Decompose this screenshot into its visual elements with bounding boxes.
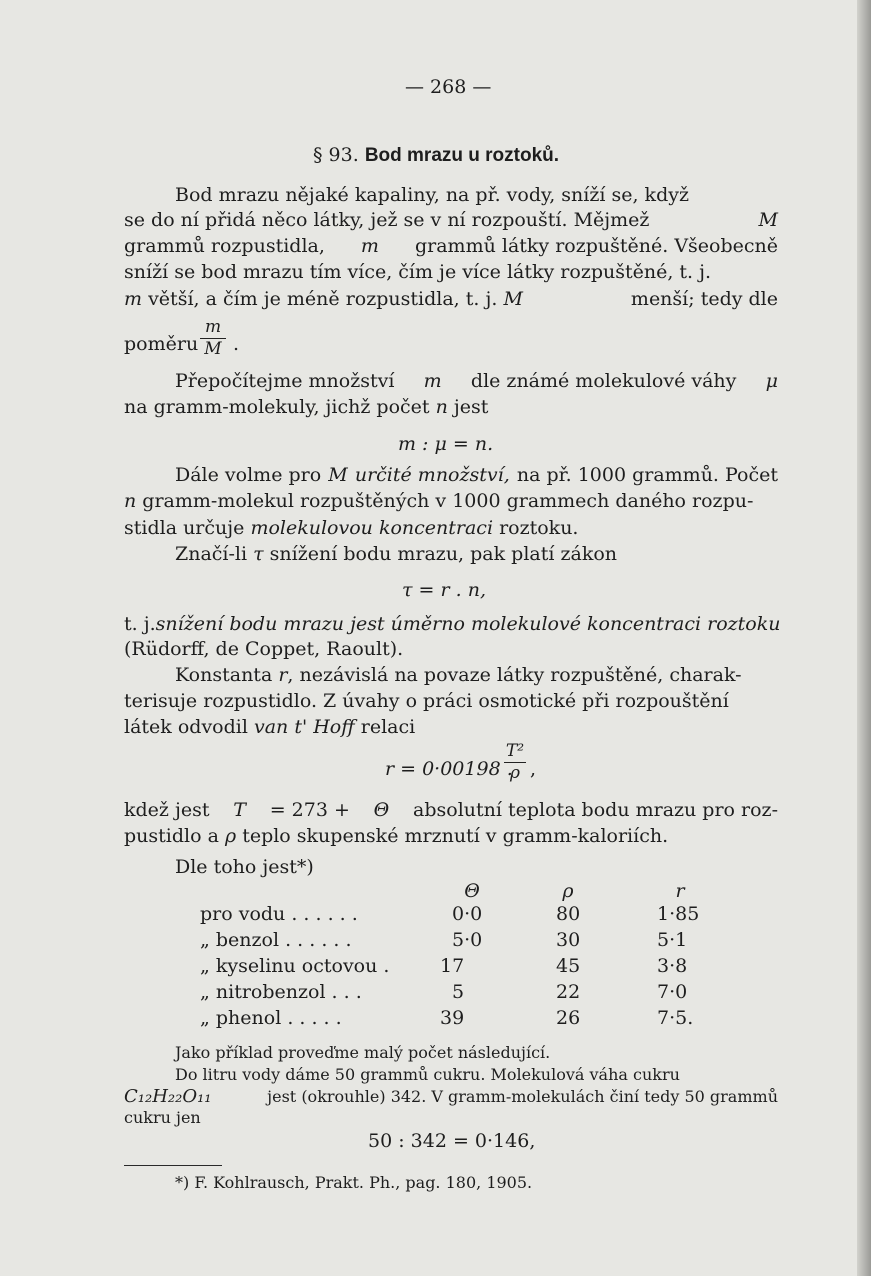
small-equation: 50 : 342 = 0·146, xyxy=(368,1130,536,1152)
small-line2: Do litru vody dáme 50 grammů cukru. Molekulová váha cukru xyxy=(175,1065,680,1084)
footnote: *) F. Kohlrausch, Prakt. Ph., pag. 180, 1905. xyxy=(175,1173,533,1192)
small-line1: Jako příklad proveďme malý počet následující. xyxy=(175,1043,551,1062)
p1-line5: m větší, a čím je méně rozpustidla, t. j. M menší; tedy dle xyxy=(124,288,778,310)
p3-line1: Dále volme pro M určité množství, na př. 1000 grammů. Počet xyxy=(175,464,778,486)
sugar-formula: C₁₂H₂₂O₁₁ xyxy=(124,1086,212,1107)
fraction-T2-rho: $\frac{\text{T²}}{\rho}$ xyxy=(505,741,525,783)
p1-line3: grammů rozpustidla, m grammů látky rozpuštěné. Všeobecně xyxy=(124,235,778,257)
page-edge xyxy=(857,0,871,1276)
p1-line1: Bod mrazu nějaké kapaliny, na př. vody, sníží se, když xyxy=(175,184,689,206)
p4-line5: látek odvodil van t' Hoff relaci xyxy=(124,716,416,738)
p3-line4: Značí-li τ snížení bodu mrazu, pak platí zákon xyxy=(175,543,618,565)
p4-line3: Konstanta r, nezávislá na povaze látky rozpuštěné, charak- xyxy=(175,664,742,686)
table-header-r: r xyxy=(675,880,685,902)
p5-line1: kdež jest T = 273 + Θ absolutní teplota bodu mrazu pro roz- xyxy=(124,799,778,821)
p4-line1: t. j. snížení bodu mrazu jest úměrno molekulové koncentraci roztoku xyxy=(124,613,781,635)
equation-tau: τ = r . n, xyxy=(402,579,486,601)
p5-line3: Dle toho jest*) xyxy=(175,856,314,878)
p1-line4: sníží se bod mrazu tím více, čím je více látky rozpuštěné, t. j. xyxy=(124,261,712,283)
table-header-theta: Θ xyxy=(464,880,480,902)
footnote-rule xyxy=(124,1165,222,1166)
table-row: „ benzol . . . . . . 5·0 30 5·1 xyxy=(200,929,688,951)
section-sign: § 93. xyxy=(313,144,359,166)
p5-line2: pustidlo a ρ teplo skupenské mrznutí v gramm-kaloriích. xyxy=(124,825,669,847)
table-row: „ kyselinu octovou . 17 45 3·8 xyxy=(200,955,688,977)
p1-line2: se do ní přidá něco látky, jež se v ní rozpouští. Mějmež M xyxy=(124,209,778,231)
small-line3: C₁₂H₂₂O₁₁ jest (okrouhle) 342. V gramm-molekulách činí tedy 50 grammů xyxy=(124,1086,778,1107)
fraction-period: . xyxy=(233,333,240,355)
small-line4: cukru jen xyxy=(124,1108,201,1127)
table-header-rho: ρ xyxy=(562,880,574,902)
equation-r-comma: , xyxy=(530,758,537,780)
p2-line1: Přepočítejme množství m dle známé molekulové váhy μ xyxy=(175,370,778,392)
fraction-m-M: $\frac{m}{M}$ xyxy=(200,317,226,359)
equation-r: r = 0·00198 . xyxy=(385,758,513,780)
p4-line4: terisuje rozpustidlo. Z úvahy o práci osmotické při rozpouštění xyxy=(124,690,729,712)
section-heading xyxy=(313,143,559,168)
p3-line3: stidla určuje molekulovou koncentraci roztoku. xyxy=(124,517,579,539)
table-row: „ nitrobenzol . . . 5 22 7·0 xyxy=(200,981,688,1003)
p1-line6: poměru xyxy=(124,333,199,355)
table-row: „ phenol . . . . . 39 26 7·5. xyxy=(200,1007,694,1029)
section-title: Bod mrazu u roztoků. xyxy=(364,145,560,166)
equation-m-mu-n: m : μ = n. xyxy=(398,433,494,455)
page-number: — 268 — xyxy=(405,76,492,98)
p2-line2: na gramm-molekuly, jichž počet n jest xyxy=(124,396,489,418)
table-row: pro vodu . . . . . . 0·0 80 1·85 xyxy=(200,903,700,925)
p4-line2: (Rüdorff, de Coppet, Raoult). xyxy=(124,638,404,660)
p3-line2: n gramm-molekul rozpuštěných v 1000 grammech daného rozpu- xyxy=(124,490,754,512)
